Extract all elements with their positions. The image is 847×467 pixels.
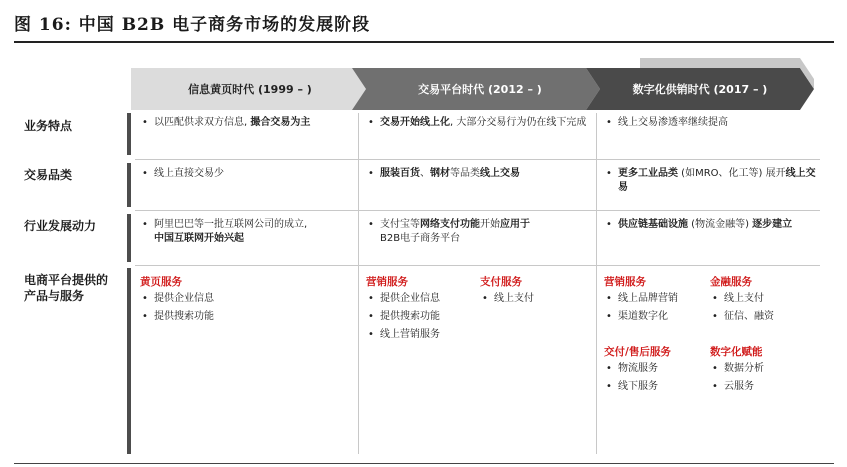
row-label-category: 交易品类: [24, 168, 73, 182]
cell-category-trade-era: [366, 167, 588, 185]
list-item: • 云服务: [710, 380, 820, 394]
list-item: • 线上支付: [710, 292, 820, 306]
column-divider-2: [596, 113, 597, 454]
list-item: • 提供企业信息: [366, 292, 478, 306]
phase-label-1: 信息黄页时代 (1999 – ): [188, 83, 312, 96]
list-item: • 线上交易渗透率继续提高: [604, 116, 816, 130]
row-bar-1: [127, 113, 131, 155]
row-divider-2: [135, 210, 820, 211]
services-delivery-digital-era: [604, 345, 708, 398]
service-heading: 金融服务: [710, 276, 752, 288]
list-item: • 提供搜索功能: [140, 310, 340, 324]
services-payment-trade-era: [480, 275, 590, 310]
list-item: • 线上营销服务: [366, 328, 478, 342]
cell-business-trade-era: [366, 116, 588, 134]
list-item: • 征信、融资: [710, 310, 820, 324]
row-bar-4: [127, 268, 131, 454]
cell-driver-info-era: [140, 218, 352, 250]
services-marketing-digital-era: [604, 275, 708, 328]
list-item: • 物流服务: [604, 362, 708, 376]
phase-arrows: [0, 0, 847, 110]
list-item: • 线下服务: [604, 380, 708, 394]
service-heading: 营销服务: [604, 276, 646, 288]
list-item: • 线上品牌营销: [604, 292, 708, 306]
phase-label-3: 数字化供销时代 (2017 – ): [632, 83, 768, 96]
cell-business-digital-era: [604, 116, 816, 134]
service-heading: 黄页服务: [140, 276, 182, 288]
list-item: • 供应链基础设施 (物流金融等) 逐步建立: [604, 218, 820, 232]
service-heading: 数字化赋能: [710, 346, 763, 358]
list-item: • 交易开始线上化, 大部分交易行为仍在线下完成: [366, 116, 588, 130]
cell-driver-trade-era: [366, 218, 588, 250]
list-item: • 提供搜索功能: [366, 310, 478, 324]
figure-title: 图 16: 中国 B2B 电子商务市场的发展阶段: [14, 15, 371, 35]
services-enablement-digital-era: [710, 345, 820, 398]
cell-category-info-era: [140, 167, 352, 185]
services-finance-digital-era: [710, 275, 820, 328]
list-item: • 提供企业信息: [140, 292, 340, 306]
bottom-rule: [14, 463, 834, 464]
list-item: • 服装百货、钢材等品类线上交易: [366, 167, 588, 181]
list-item: • 阿里巴巴等一批互联网公司的成立, 中国互联网开始兴起: [140, 218, 352, 246]
column-divider-1: [358, 113, 359, 454]
service-heading: 营销服务: [366, 276, 408, 288]
services-yellow-pages: [140, 275, 340, 328]
cell-driver-digital-era: [604, 218, 820, 236]
row-label-services: 电商平台提供的产品与服务: [24, 273, 109, 303]
service-heading: 交付/售后服务: [604, 346, 671, 358]
phase-label-2: 交易平台时代 (2012 – ): [418, 83, 542, 96]
list-item: • 更多工业品类 (如MRO、化工等) 展开线上交易: [604, 167, 820, 195]
row-bar-2: [127, 163, 131, 207]
list-item: • 线上支付: [480, 292, 590, 306]
list-item: • 线上直接交易少: [140, 167, 352, 181]
row-bar-3: [127, 214, 131, 262]
cell-category-digital-era: [604, 167, 820, 199]
cell-business-info-era: [140, 116, 352, 134]
service-heading: 支付服务: [480, 276, 522, 288]
list-item: • 以匹配供求双方信息, 撮合交易为主: [140, 116, 352, 130]
list-item: • 渠道数字化: [604, 310, 708, 324]
list-item: • 支付宝等网络支付功能开始应用于 B2B电子商务平台: [366, 218, 588, 246]
row-label-driver: 行业发展动力: [24, 219, 97, 233]
row-divider-3: [135, 265, 820, 266]
row-label-business: 业务特点: [24, 119, 73, 133]
services-marketing-trade-era: [366, 275, 478, 346]
row-divider-1: [135, 159, 820, 160]
list-item: • 数据分析: [710, 362, 820, 376]
